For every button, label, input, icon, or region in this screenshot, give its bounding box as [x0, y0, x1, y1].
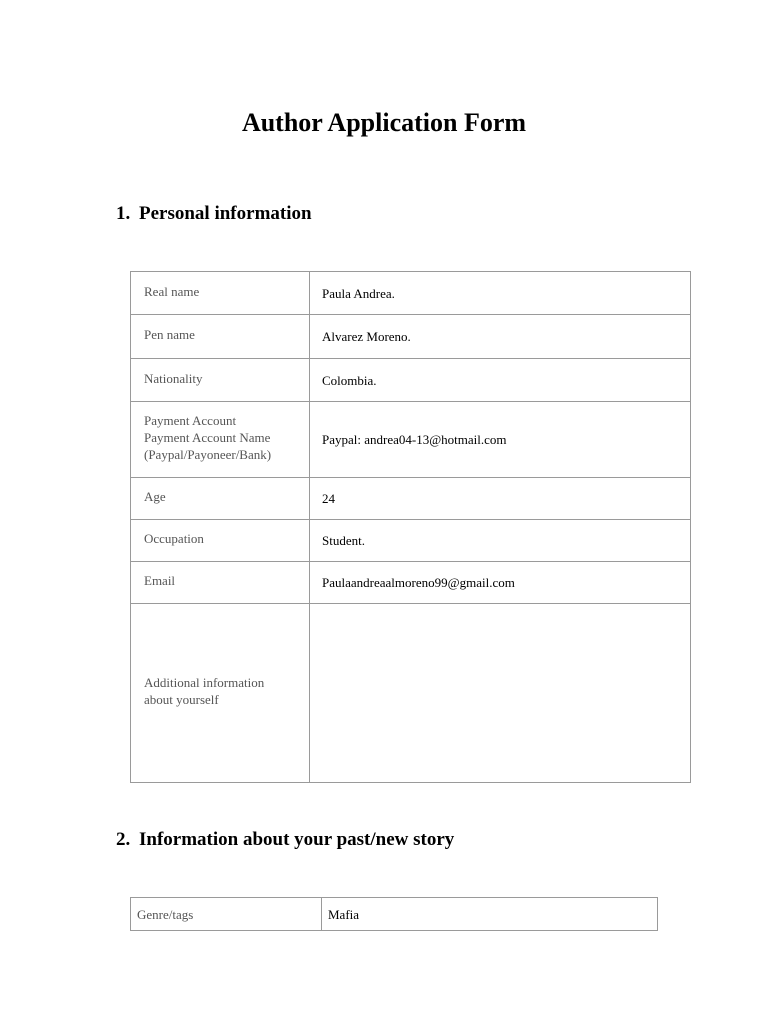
real-name-label: Real name	[144, 283, 200, 299]
table-row	[131, 604, 691, 783]
table-row	[131, 272, 691, 315]
section-heading-story-information	[116, 828, 454, 852]
additional-information-value[interactable]	[310, 604, 691, 783]
row-label-cell	[131, 359, 310, 402]
row-label-cell	[131, 562, 310, 604]
row-label-cell	[131, 520, 310, 562]
table-row	[131, 315, 691, 359]
section-title: Information about your past/new story	[139, 829, 455, 850]
pen-name-value[interactable]: Alvarez Moreno.	[310, 315, 691, 359]
occupation-value[interactable]: Student.	[310, 520, 691, 562]
genre-tags-value[interactable]: Mafia	[322, 898, 658, 931]
email-label: Email	[144, 573, 176, 588]
row-label-cell	[131, 272, 310, 315]
table-row	[131, 402, 691, 478]
age-value[interactable]: 24	[310, 478, 691, 520]
genre-tags-label: Genre/tags	[131, 898, 322, 931]
story-information-table	[130, 897, 658, 931]
real-name-value[interactable]: Paula Andrea.	[310, 272, 691, 315]
row-label-cell	[131, 315, 310, 359]
email-value[interactable]: Paulaandreaalmoreno99@gmail.com	[310, 562, 691, 604]
row-label-cell	[131, 604, 310, 783]
payment-account-value[interactable]: Paypal: andrea04-13@hotmail.com	[310, 402, 691, 478]
table-row	[131, 359, 691, 402]
table-row	[131, 520, 691, 562]
personal-information-table	[130, 271, 691, 783]
table-row	[131, 898, 658, 931]
occupation-label: Occupation	[144, 531, 204, 546]
section-number: 2.	[116, 829, 131, 850]
age-label: Age	[144, 489, 166, 504]
section-title: Personal information	[139, 203, 312, 224]
pen-name-label: Pen name	[144, 327, 195, 342]
nationality-label: Nationality	[144, 370, 203, 386]
document-title: Author Application Form	[241, 108, 527, 137]
additional-information-label: Additional information about yourself	[144, 675, 265, 707]
row-label-cell	[131, 478, 310, 520]
nationality-value[interactable]: Colombia.	[310, 359, 691, 402]
section-heading-personal-information	[116, 202, 312, 226]
table-row	[131, 562, 691, 604]
row-label-cell	[131, 402, 310, 478]
payment-account-label: Payment Account Payment Account Name (Paypal/Payoneer/Bank)	[144, 413, 272, 462]
table-row	[131, 478, 691, 520]
section-number: 1.	[116, 203, 131, 224]
